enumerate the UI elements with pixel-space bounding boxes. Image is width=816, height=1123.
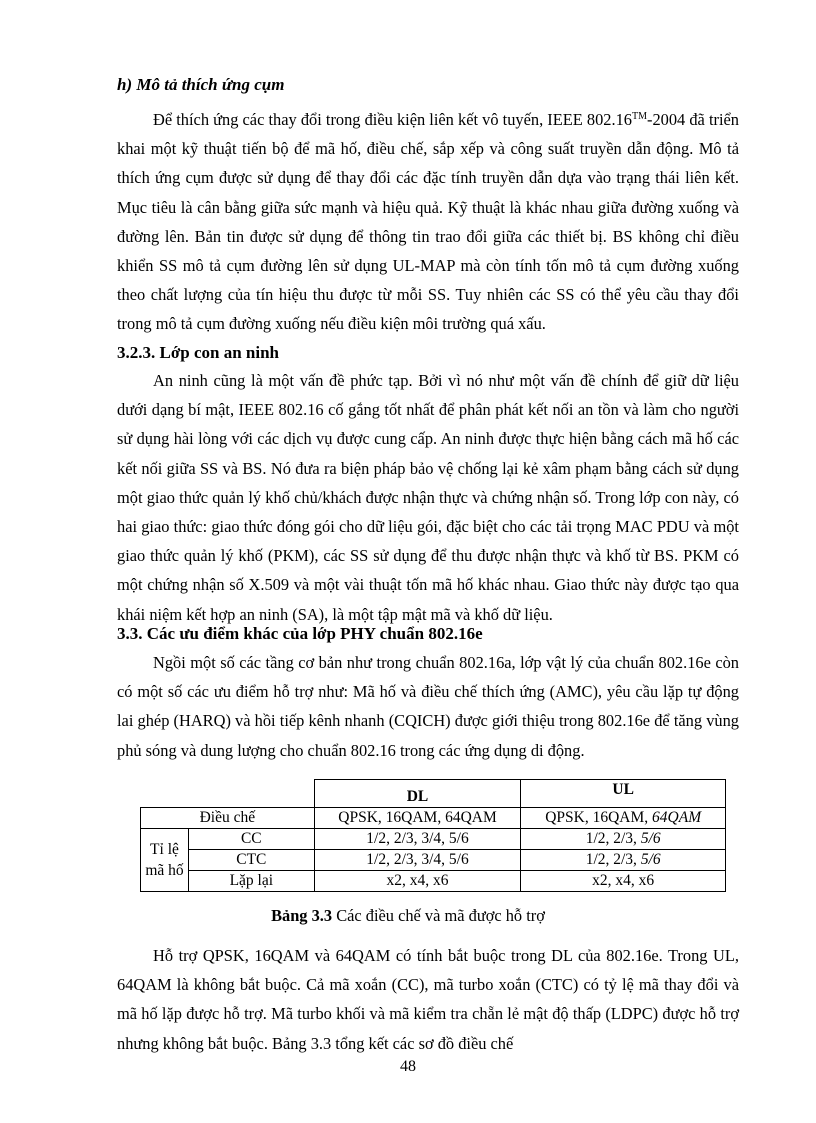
table-modulation-label: Điều chế	[141, 808, 315, 829]
table-coding-rate-label: Tỉ lệ mã hố	[141, 829, 189, 892]
table-header-ul: UL	[521, 780, 726, 808]
subheading-h: h) Mô tả thích ứng cụm	[117, 75, 285, 94]
ctc-ul-part: 1/2, 2/3,	[585, 851, 641, 868]
para1-part-a: Để thích ứng các thay đổi trong điều kiện liên kết vô tuyến, IEEE 802.16	[153, 110, 632, 129]
table-row-ctc-dl: 1/2, 2/3, 3/4, 5/6	[314, 850, 521, 871]
cc-ul-optional: 5/6	[640, 830, 661, 847]
table-header-dl: DL	[314, 780, 521, 808]
cc-ul-part: 1/2, 2/3,	[585, 830, 641, 847]
table-row-cc-dl: 1/2, 2/3, 3/4, 5/6	[314, 829, 521, 850]
table-row-repeat-dl: x2, x4, x6	[314, 871, 521, 892]
table-dl-modulation: QPSK, 16QAM, 64QAM	[314, 808, 521, 829]
page-number: 48	[400, 1058, 416, 1075]
section-heading-33: 3.3. Các ưu điểm khác của lớp PHY chuẩn 802.16e	[117, 624, 483, 643]
paragraph-security: An ninh cũng là một vấn đề phức tạp. Bởi vì nó như một vấn đề chính để giữ dữ liệu dưới dạng bí mật, IEEE 802.16 cố gắng tốt nhất để phân phát kết nối an tồn và làm cho người sử dụng hài lòng với các dịch vụ được cung cấp. An ninh được thực hiện bằng cách mã hố các kết nối giữa SS và BS. Nó đưa ra biện pháp bảo vệ chống lại kẻ xâm phạm bằng cách sử dụng một giao thức quản lý khố chủ/khách được nhận thực và chứng nhận số. Trong lớp con này, có hai giao thức: giao thức đóng gói cho dữ liệu gói, đặc biệt cho các tải trọng MAC PDU và một giao thức quản lý khố (PKM), các SS sử dụng để thu được nhận thực và khố từ BS. PKM có một chứng nhận số X.509 và một vài thuật tốn mã hố khác nhau. Giao thức này được tạo qua khái niệm kết hợp an ninh (SA), là một tập mật mã và khố dữ liệu.	[117, 371, 739, 624]
table-ul-modulation	[521, 808, 726, 829]
section-heading-323: 3.2.3. Lớp con an ninh	[117, 343, 279, 362]
table-row-ctc-name: CTC	[188, 850, 314, 871]
table-row-cc-ul	[521, 829, 726, 850]
ul-mod-optional: 64QAM	[652, 809, 702, 826]
para1-part-b: -2004 đã triển khai một kỹ thuật tiến bộ để mã hố, điều chế, sắp xếp và công suất truyền dẫn động. Mô tả thích ứng cụm được sử dụng để thay đổi các đặc tính truyền dẫn dựa vào trạng thái liên kết. Mục tiêu là cân bằng giữa sức mạnh và hiệu quả. Kỹ thuật là khác nhau giữa đường xuống và đường lên. Bản tin được sử dụng để thông tin trao đổi giữa các thiết bị. BS không chỉ điều khiển SS mô tả cụm đường lên sử dụng UL-MAP mà còn tính tốn mô tả cụm đường xuống theo chất lượng của tín hiệu thu được từ mỗi SS. Tuy nhiên các SS có thể yêu cầu thay đổi trong mô tả cụm đường xuống nếu điều kiện môi trường quá xấu.	[117, 110, 739, 334]
caption-label: Bảng 3.3	[271, 906, 333, 925]
table-caption	[0, 906, 816, 926]
trademark-sup: TM	[631, 111, 647, 122]
paragraph-burst-adaptation	[117, 102, 739, 339]
ctc-ul-optional: 5/6	[640, 851, 661, 868]
table-row-cc-name: CC	[188, 829, 314, 850]
table-blank-corner	[141, 780, 315, 808]
table-row-ctc-ul	[521, 850, 726, 871]
modulation-coding-table	[140, 779, 726, 892]
ul-mod-part: QPSK, 16QAM,	[545, 809, 653, 826]
paragraph-mandatory-support: Hỗ trợ QPSK, 16QAM và 64QAM có tính bắt buộc trong DL của 802.16e. Trong UL, 64QAM là không bắt buộc. Cả mã xoắn (CC), mã turbo xoắn (CTC) có tỷ lệ mã thay đổi và mã hố lặp được hỗ trợ. Mã turbo khối và mã kiểm tra chẵn lẻ mật độ thấp (LDPC) được hỗ trợ nhưng không bắt buộc. Bảng 3.3 tổng kết các sơ đồ điều chế	[117, 946, 739, 1053]
table-row-repeat-ul	[521, 871, 726, 892]
repeat-ul-part: x2, x4, x6	[592, 872, 655, 889]
caption-text: Các điều chế và mã được hỗ trợ	[332, 906, 545, 925]
table-row-repeat-name: Lặp lại	[188, 871, 314, 892]
paragraph-phy-advantages: Ngồi một số các tầng cơ bản như trong chuẩn 802.16a, lớp vật lý của chuẩn 802.16e còn có một số các ưu điểm hỗ trợ như: Mã hố và điều chế thích ứng (AMC), yêu cầu lặp tự động lai ghép (HARQ) và hồi tiếp kênh nhanh (CQICH) được giới thiệu trong 802.16e để tăng vùng phủ sóng và dung lượng cho chuẩn 802.16 trong các ứng dụng di động.	[117, 653, 739, 760]
